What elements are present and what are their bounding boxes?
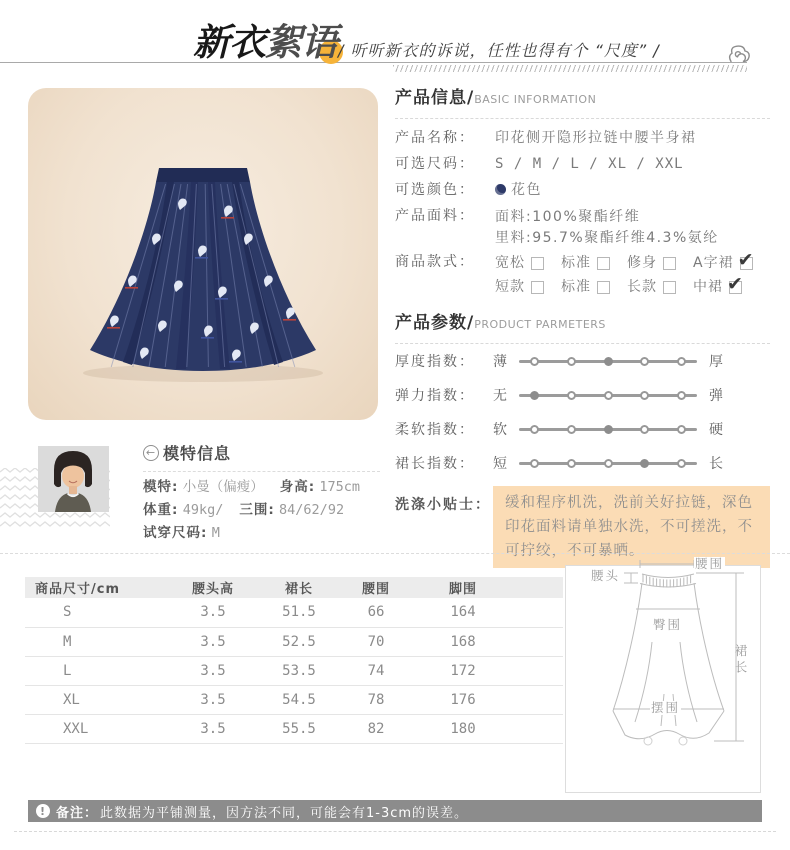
level-dot xyxy=(567,459,576,468)
level-dot xyxy=(567,391,576,400)
model-info-title xyxy=(143,441,380,464)
style-option xyxy=(495,250,561,276)
level-indicator xyxy=(519,354,697,368)
param-max: 硬 xyxy=(709,422,723,438)
model-label: 三围: xyxy=(239,502,275,518)
cell-size: L xyxy=(25,656,165,685)
product-photo xyxy=(28,88,378,420)
checkbox-icon xyxy=(729,281,742,294)
section-title-en: BASIC INFORMATION xyxy=(474,93,597,106)
table-row xyxy=(25,714,563,743)
level-dot xyxy=(677,425,686,434)
param-min: 软 xyxy=(493,422,507,438)
column-header: 脚围 xyxy=(415,577,511,598)
level-dot-filled xyxy=(530,391,539,400)
model-label: 体重: xyxy=(143,502,179,518)
cell-value: 66 xyxy=(337,598,415,627)
style-option-label: 宽松 xyxy=(495,255,525,271)
cell-value: 172 xyxy=(415,656,511,685)
fabric-line-2: 里料:95.7%聚酯纤维4.3%氨纶 xyxy=(495,230,719,246)
color-swatch-icon xyxy=(495,184,506,195)
cell-spacer xyxy=(511,685,563,714)
wash-tips-label: 洗涤小贴士： xyxy=(395,497,491,513)
param-max: 弹 xyxy=(709,388,723,404)
style-row-fit xyxy=(495,251,753,275)
param-label: 弹力指数： xyxy=(395,388,475,404)
section-title: 产品信息/ xyxy=(395,88,475,108)
cell-value: 3.5 xyxy=(165,656,261,685)
style-option xyxy=(627,274,693,300)
cell-value: 78 xyxy=(337,685,415,714)
table-row xyxy=(25,627,563,656)
style-option-label: A字裙 xyxy=(693,255,734,271)
level-indicator xyxy=(519,388,697,402)
field-value: 印花侧开隐形拉链中腰半身裙 xyxy=(495,130,697,146)
param-min: 无 xyxy=(493,388,507,404)
remark-bar xyxy=(28,800,762,822)
cell-spacer xyxy=(511,598,563,627)
checkbox-icon xyxy=(663,257,676,270)
diagram-label-hem: 摆围 xyxy=(651,700,681,715)
model-info-row xyxy=(143,476,380,499)
color-name: 花色 xyxy=(511,182,542,198)
checkbox-icon xyxy=(740,257,753,270)
table-row xyxy=(25,598,563,627)
level-dot xyxy=(604,391,613,400)
checkbox-icon xyxy=(597,281,610,294)
param-skirt-length xyxy=(395,452,770,474)
style-option xyxy=(561,250,627,276)
style-option-label: 长款 xyxy=(627,279,657,295)
column-header: 腰头高 xyxy=(165,577,261,598)
level-dot xyxy=(640,357,649,366)
cell-spacer xyxy=(511,714,563,743)
field-product-name xyxy=(395,125,770,151)
cell-value: 82 xyxy=(337,714,415,743)
field-color xyxy=(395,177,770,203)
param-label: 柔软指数： xyxy=(395,422,475,438)
level-dot xyxy=(530,459,539,468)
model-value: 84/62/92 xyxy=(279,502,345,518)
column-header: 商品尺寸/cm xyxy=(25,577,165,598)
field-sizes xyxy=(395,151,770,177)
model-value: 小曼（偏瘦） xyxy=(182,479,264,495)
cell-value: 51.5 xyxy=(261,598,337,627)
level-dot xyxy=(567,425,576,434)
style-options xyxy=(495,249,753,299)
section-title-en: PRODUCT PARMETERS xyxy=(474,318,606,331)
field-styles xyxy=(395,249,770,299)
measurement-diagram xyxy=(565,556,761,793)
divider xyxy=(143,471,380,472)
level-dot-filled xyxy=(604,425,613,434)
style-option xyxy=(693,250,753,276)
cell-size: XXL xyxy=(25,714,165,743)
model-value: 49kg/ xyxy=(182,502,224,518)
back-arrow-icon: ← xyxy=(143,445,159,461)
remark-text: 此数据为平铺测量，因方法不同，可能会有1-3cm的误差。 xyxy=(100,805,469,821)
level-dot xyxy=(530,425,539,434)
field-value: S / M / L / XL / XXL xyxy=(495,156,684,172)
column-header: 腰围 xyxy=(337,577,415,598)
table-row xyxy=(25,685,563,714)
cell-spacer xyxy=(511,627,563,656)
level-dot xyxy=(640,391,649,400)
field-value xyxy=(495,177,542,203)
checkbox-icon xyxy=(531,257,544,270)
level-dot xyxy=(677,391,686,400)
level-dot-filled xyxy=(604,357,613,366)
field-label: 产品名称： xyxy=(395,130,475,146)
param-softness xyxy=(395,418,770,440)
cell-value: 52.5 xyxy=(261,627,337,656)
diagram-label-hip: 臀围 xyxy=(653,617,683,632)
cell-value: 54.5 xyxy=(261,685,337,714)
field-label: 商品款式： xyxy=(395,254,475,270)
column-header: 裙长 xyxy=(261,577,337,598)
logo-text-primary: 新衣 xyxy=(193,21,265,64)
cell-size: M xyxy=(25,627,165,656)
diagram-label-length: 裙长 xyxy=(733,644,748,677)
param-label: 厚度指数： xyxy=(395,354,475,370)
wash-tips-text: 缓和程序机洗，洗前关好拉链，深色印花面料请单独水洗，不可搓洗，不可拧绞，不可暴晒。 xyxy=(493,486,770,568)
header-hatch-pattern xyxy=(393,65,747,72)
header-rule xyxy=(0,62,747,63)
logo-text-secondary: 絮语 xyxy=(265,21,337,64)
parameters-section-title xyxy=(395,313,770,335)
diagram-label-waist: 腰围 xyxy=(695,556,725,571)
checkbox-icon xyxy=(597,257,610,270)
level-dot xyxy=(677,459,686,468)
field-fabric xyxy=(395,203,770,249)
table-row xyxy=(25,656,563,685)
cell-value: 55.5 xyxy=(261,714,337,743)
divider xyxy=(395,118,770,119)
level-dot xyxy=(677,357,686,366)
model-value: 175cm xyxy=(319,479,361,495)
fabric-line-1: 面料:100%聚酯纤维 xyxy=(495,209,641,225)
model-info-panel xyxy=(143,441,380,545)
cell-value: 70 xyxy=(337,627,415,656)
model-info-row xyxy=(143,522,380,545)
param-thickness xyxy=(395,350,770,372)
field-label: 产品面料： xyxy=(395,208,475,224)
cell-value: 3.5 xyxy=(165,627,261,656)
skirt-sketch xyxy=(566,552,762,802)
level-dot xyxy=(640,425,649,434)
checkbox-icon xyxy=(531,281,544,294)
divider xyxy=(395,343,770,344)
style-option xyxy=(693,274,742,300)
cell-size: S xyxy=(25,598,165,627)
param-min: 薄 xyxy=(493,354,507,370)
model-value: M xyxy=(211,525,220,541)
style-option-label: 中裙 xyxy=(693,279,723,295)
cloud-icon xyxy=(727,44,751,64)
cell-value: 164 xyxy=(415,598,511,627)
style-option-label: 修身 xyxy=(627,255,657,271)
style-option xyxy=(495,274,561,300)
cell-value: 74 xyxy=(337,656,415,685)
level-indicator xyxy=(519,422,697,436)
section-title: 产品参数/ xyxy=(395,313,475,333)
product-info-panel xyxy=(395,88,770,568)
model-label: 试穿尺码: xyxy=(143,525,208,541)
cell-value: 53.5 xyxy=(261,656,337,685)
cell-value: 168 xyxy=(415,627,511,656)
style-option-label: 标准 xyxy=(561,279,591,295)
cell-value: 3.5 xyxy=(165,598,261,627)
header-slogan: / 听听新衣的诉说，任性也得有个 “尺度” / xyxy=(338,41,660,60)
style-row-length xyxy=(495,275,753,299)
field-label: 可选颜色： xyxy=(395,182,475,198)
skirt-illustration xyxy=(28,88,378,420)
model-label: 模特: xyxy=(143,479,179,495)
cell-value: 3.5 xyxy=(165,714,261,743)
model-label: 身高: xyxy=(279,479,316,495)
column-header-spacer xyxy=(511,577,563,598)
cell-value: 176 xyxy=(415,685,511,714)
level-dot xyxy=(530,357,539,366)
basic-info-section-title xyxy=(395,88,770,110)
param-max: 厚 xyxy=(709,354,723,370)
cell-value: 180 xyxy=(415,714,511,743)
style-option xyxy=(561,274,627,300)
checkbox-icon xyxy=(663,281,676,294)
size-table xyxy=(25,577,563,744)
alert-icon: ! xyxy=(36,804,50,818)
diagram-label-waistband: 腰头 xyxy=(591,568,621,583)
style-option-label: 标准 xyxy=(561,255,591,271)
cell-spacer xyxy=(511,656,563,685)
field-label: 可选尺码： xyxy=(395,156,475,172)
style-option-label: 短款 xyxy=(495,279,525,295)
param-max: 长 xyxy=(709,456,723,472)
model-info-title-text: 模特信息 xyxy=(163,444,232,463)
remark-label: 备注： xyxy=(56,805,99,821)
param-elasticity xyxy=(395,384,770,406)
model-info-row xyxy=(143,499,380,522)
field-value xyxy=(495,203,719,249)
param-label: 裙长指数： xyxy=(395,456,475,472)
style-option xyxy=(627,250,693,276)
bottom-divider xyxy=(14,831,776,832)
level-dot xyxy=(604,459,613,468)
level-dot-filled xyxy=(640,459,649,468)
model-illustration xyxy=(38,446,109,512)
level-dot xyxy=(567,357,576,366)
level-indicator xyxy=(519,456,697,470)
cell-value: 3.5 xyxy=(165,685,261,714)
cell-size: XL xyxy=(25,685,165,714)
param-min: 短 xyxy=(493,456,507,472)
size-table-header-row xyxy=(25,577,563,598)
model-photo xyxy=(38,446,109,512)
brand-logo xyxy=(193,22,337,64)
